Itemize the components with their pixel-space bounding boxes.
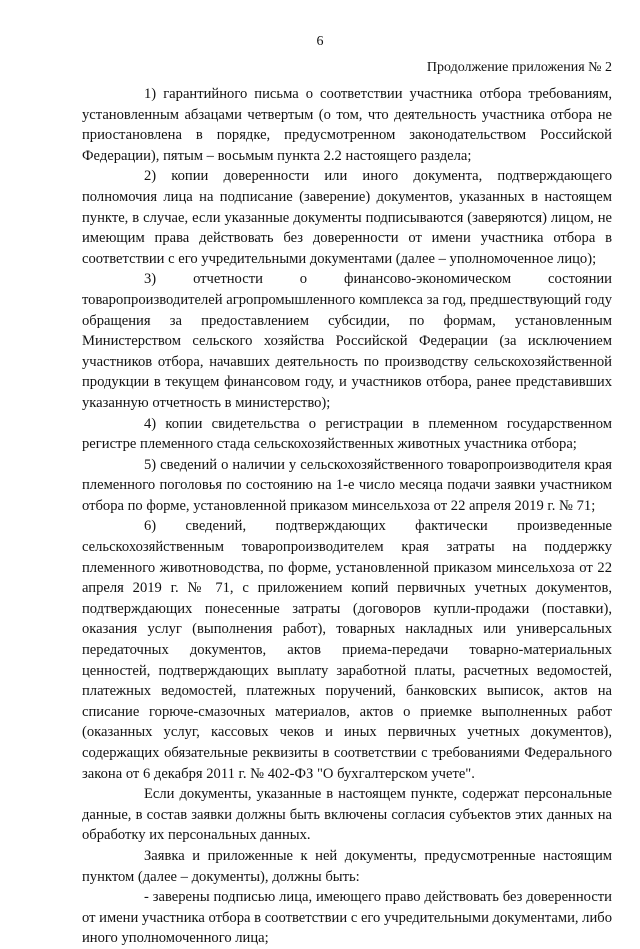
paragraph-item-6: 6) сведений, подтверждающих фактически произведенные сельскохозяйственным товаропроизводителем края затраты на поддержку племенного животноводства, по форме, установленной приказом минсельхоза от 22 апреля 2019 г. № 71, с приложением копий первичных учетных документов, подтверждающих понесенные затраты (договоров купли-продажи (поставки), оказания услуг (выполнения работ), товарных накладных или универсальных передаточных документов, актов приема-передачи товарно-материальных ценностей, подтверждающих выплату заработной платы, расчетных ведомостей, платежных ведомостей, платежных поручений, банковских выписок, актов на списание горюче-смазочных материалов, актов о приемке выполненных работ (оказанных услуг, кассовых чеков и иных первичных учетных документов), содержащих обязательные реквизиты в соответствии с требованиями Федерального закона от 6 декабря 2011 г. № 402-ФЗ "О бухгалтерском учете". (82, 518, 612, 782)
page-number: 6 (316, 34, 324, 49)
paragraph-application-requirements: Заявка и приложенные к ней документы, предусмотренные настоящим пунктом (далее – документы), должны быть: (82, 847, 612, 885)
appendix-note: Продолжение приложения № 2 (426, 60, 612, 75)
paragraph-item-3: 3) отчетности о финансово-экономическом состоянии товаропроизводителей агропромышленного комплекса за год, предшествующий году обращения за предоставлением субсидии, по формам, установленным Министерством сельского хозяйства Российской Федерации (за исключением участников отбора, начавших деятельность по производству сельскохозяйственной продукции в текущем финансовом году, и участников отбора, ранее представивших указанную отчетность в министерство); (82, 271, 612, 411)
paragraph-personal-data: Если документы, указанные в настоящем пункте, содержат персональные данные, в состав заявки должны быть включены согласия субъектов этих данных на обработку их персональных данных. (82, 786, 612, 844)
paragraph-item-1: 1) гарантийного письма о соответствии участника отбора требованиям, установленным абзацами четвертым (о том, что деятельность участника отбора не приостановлена в порядке, предусмотренном законодательством Российской Федерации), пятым – восьмым пункта 2.2 настоящего раздела; (82, 86, 612, 164)
paragraph-item-2: 2) копии доверенности или иного документа, подтверждающего полномочия лица на подписание (заверение) документов, указанных в настоящем пункте, в случае, если указанные документы подписываются (заверяются) лицом, не имеющим права действовать без доверенности от имени участника отбора в соответствии с его учредительными документами (далее – уполномоченное лицо); (82, 168, 612, 267)
paragraph-item-5: 5) сведений о наличии у сельскохозяйственного товаропроизводителя края племенного поголовья по состоянию на 1-е число месяца подачи заявки участником отбора по форме, установленной приказом минсельхоза от 22 апреля 2019 г. № 71; (82, 456, 612, 514)
paragraph-item-4: 4) копии свидетельства о регистрации в племенном государственном регистре племенного стада сельскохозяйственных животных участника отбора; (82, 415, 612, 453)
paragraph-dash-item: - заверены подписью лица, имеющего право действовать без доверенности от имени участника отбора в соответствии с его учредительными документами, либо иного уполномоченного лица; (82, 889, 612, 947)
document-body (82, 84, 612, 949)
